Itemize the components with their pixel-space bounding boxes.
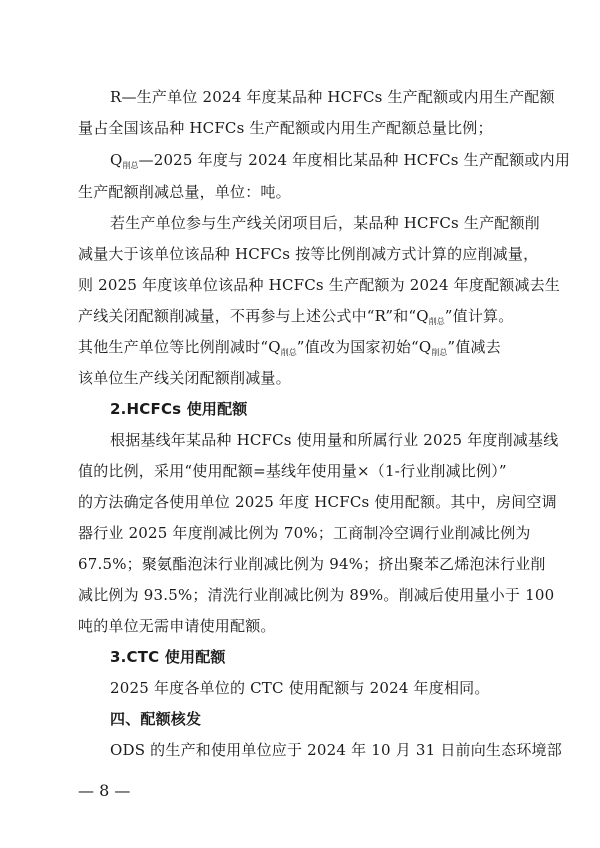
q-definition-line-1 bbox=[110, 150, 570, 176]
closure-line-5-end: ”值减去 bbox=[447, 338, 501, 356]
ctc-paragraph: 2025 年度各单位的 CTC 使用配额与 2024 年度相同。 bbox=[110, 679, 490, 697]
q-symbol: Q bbox=[110, 151, 123, 169]
ods-paragraph-line-1: ODS 的生产和使用单位应于 2024 年 10 月 31 日前向生态环境部 bbox=[110, 741, 562, 759]
closure-line-5-text: 其他生产单位等比例削减时“Q bbox=[78, 338, 281, 356]
usage-paragraph-line-4: 器行业 2025 年度削减比例为 70%；工商制冷空调行业削减比例为 bbox=[78, 524, 531, 542]
q-definition-text: —2025 年度与 2024 年度相比某品种 HCFCs 生产配额或内用 bbox=[138, 151, 571, 169]
closure-paragraph-line-5 bbox=[78, 337, 501, 363]
closure-line-4-end: ”值计算。 bbox=[444, 307, 514, 325]
usage-paragraph-line-1: 根据基线年某品种 HCFCs 使用量和所属行业 2025 年度削减基线 bbox=[110, 431, 559, 449]
usage-paragraph-line-3: 的方法确定各使用单位 2025 年度 HCFCs 使用配额。其中，房间空调 bbox=[78, 493, 557, 511]
closure-paragraph-line-2: 减量大于该单位该品种 HCFCs 按等比例削减方式计算的应削减量， bbox=[78, 245, 539, 263]
r-definition-line-1: R—生产单位 2024 年度某品种 HCFCs 生产配额或内用生产配额 bbox=[110, 88, 555, 106]
usage-paragraph-line-6: 减比例为 93.5%；清洗行业削减比例为 89%。削减后使用量小于 100 bbox=[78, 586, 555, 604]
usage-paragraph-line-7: 吨的单位无需申请使用配额。 bbox=[78, 617, 276, 635]
q-subscript: 削总 bbox=[280, 348, 297, 357]
q-subscript: 削总 bbox=[428, 317, 445, 326]
closure-paragraph-line-6: 该单位生产线关闭配额削减量。 bbox=[78, 369, 291, 387]
closure-line-5-mid: ”值改为国家初始“Q bbox=[296, 338, 432, 356]
page-number: — 8 — bbox=[78, 781, 131, 800]
closure-line-4-text: 产线关闭配额削减量，不再参与上述公式中“R”和“Q bbox=[78, 307, 429, 325]
section-heading-quota-issuance: 四、配额核发 bbox=[110, 710, 202, 728]
closure-paragraph-line-3: 则 2025 年度该单位该品种 HCFCs 生产配额为 2024 年度配额减去生 bbox=[78, 276, 561, 294]
closure-paragraph-line-1: 若生产单位参与生产线关闭项目后，某品种 HCFCs 生产配额削 bbox=[110, 214, 540, 232]
section-heading-ctc-usage: 3.CTC 使用配额 bbox=[110, 648, 226, 666]
q-subscript: 削总 bbox=[122, 161, 139, 170]
closure-paragraph-line-4 bbox=[78, 306, 513, 332]
section-heading-hcfcs-usage: 2.HCFCs 使用配额 bbox=[110, 400, 248, 418]
q-definition-line-2: 生产配额削减总量，单位：吨。 bbox=[78, 183, 291, 201]
usage-paragraph-line-2: 值的比例，采用“使用配额=基线年使用量×（1-行业削减比例）” bbox=[78, 462, 507, 480]
q-subscript: 削总 bbox=[431, 348, 448, 357]
r-definition-line-2: 量占全国该品种 HCFCs 生产配额或内用生产配额总量比例； bbox=[78, 119, 493, 137]
usage-paragraph-line-5: 67.5%；聚氨酯泡沫行业削减比例为 94%；挤出聚苯乙烯泡沫行业削 bbox=[78, 555, 546, 573]
